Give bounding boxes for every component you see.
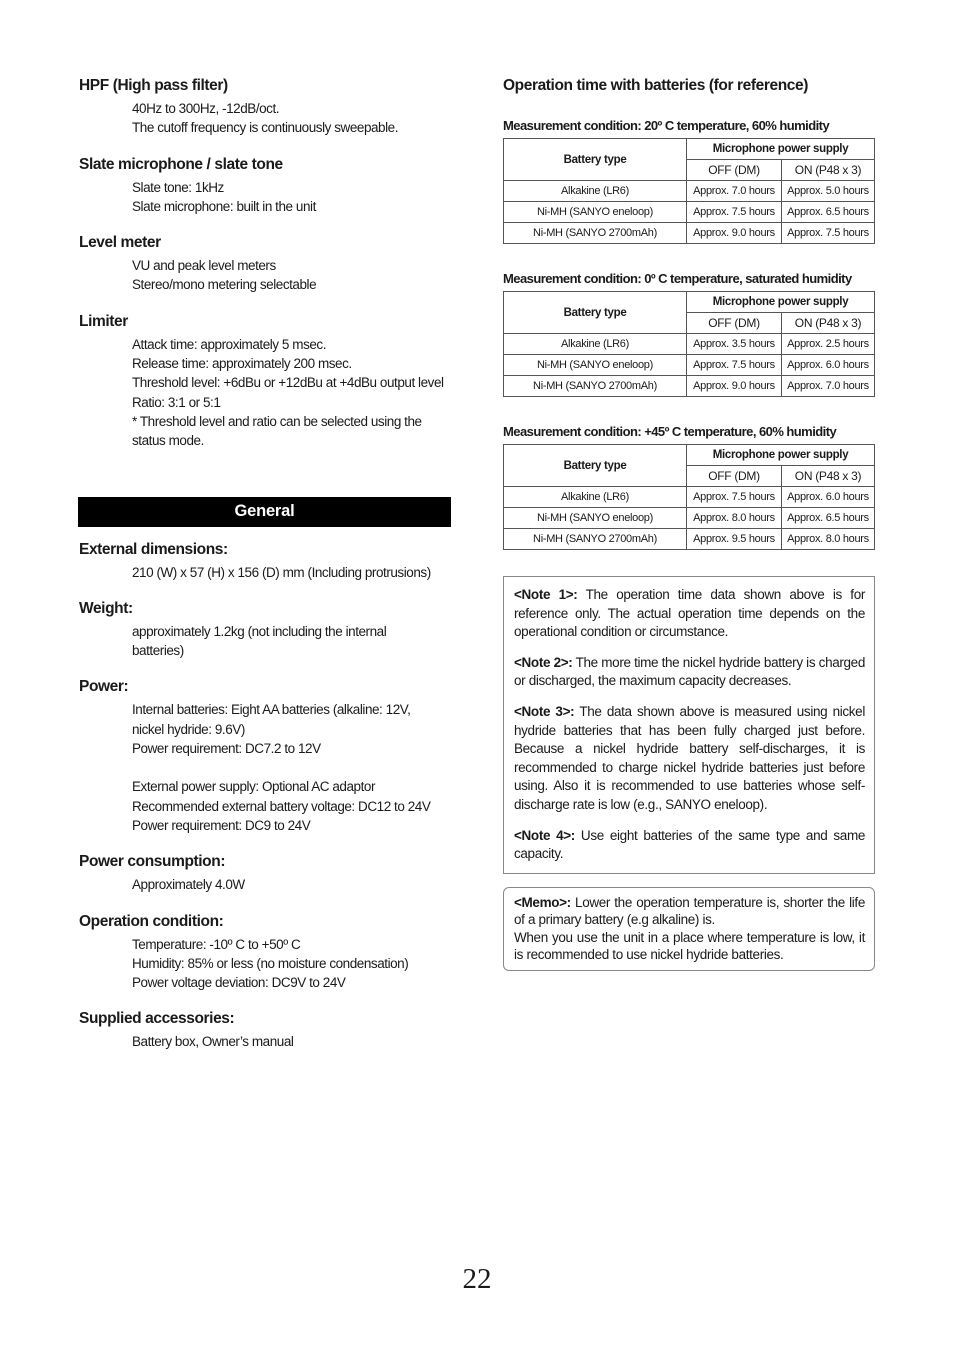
spec-title: Limiter	[79, 312, 128, 330]
cell-battery-type: Alkakine (LR6)	[504, 334, 687, 355]
table-row	[504, 529, 875, 550]
table-row	[504, 334, 875, 355]
cell-on-time: Approx. 8.0 hours	[782, 529, 875, 550]
cell-off-time: Approx. 3.5 hours	[687, 334, 782, 355]
table-row	[504, 355, 875, 376]
spec-block	[79, 233, 453, 295]
notes-box	[503, 576, 875, 874]
spec-title: Operation condition:	[79, 912, 224, 930]
spec-line: Power voltage deviation: DC9V to 24V	[132, 975, 346, 991]
cell-on-time: Approx. 6.5 hours	[782, 202, 875, 223]
header-on: ON (P48 x 3)	[782, 313, 875, 334]
spec-line: batteries)	[132, 643, 184, 659]
note-label: <Note 3>:	[514, 703, 575, 719]
spec-title: External dimensions:	[79, 540, 228, 558]
battery-tables	[503, 117, 875, 550]
spec-line: Stereo/mono metering selectable	[132, 277, 317, 293]
spec-title: HPF (High pass filter)	[79, 77, 228, 94]
cell-on-time: Approx. 6.0 hours	[782, 355, 875, 376]
spec-block	[79, 155, 453, 217]
section-title-general: General	[78, 497, 451, 527]
cell-battery-type: Alkakine (LR6)	[504, 181, 687, 202]
header-mic-power: Microphone power supply	[687, 292, 875, 313]
spec-line: Release time: approximately 200 msec.	[132, 356, 352, 372]
cell-off-time: Approx. 8.0 hours	[687, 508, 782, 529]
spec-line: External power supply: Optional AC adaptor	[132, 779, 375, 795]
spec-lines	[79, 563, 453, 582]
cell-on-time: Approx. 6.0 hours	[782, 487, 875, 508]
cell-battery-type: Ni-MH (SANYO 2700mAh)	[504, 223, 687, 244]
spec-block	[79, 912, 453, 993]
table-header-row	[504, 445, 875, 466]
header-mic-power: Microphone power supply	[687, 139, 875, 160]
spec-line: * Threshold level and ratio can be selected using the	[132, 413, 422, 429]
spec-lines	[79, 875, 453, 894]
spec-line: The cutoff frequency is continuously sweepable.	[132, 120, 399, 136]
spec-block	[79, 76, 453, 138]
table-row	[504, 376, 875, 397]
spec-list-general	[79, 540, 453, 1052]
header-battery-type: Battery type	[504, 139, 687, 181]
note-label: <Note 2>:	[514, 654, 573, 670]
spec-line: 40Hz to 300Hz, -12dB/oct.	[132, 101, 280, 116]
spec-line: VU and peak level meters	[132, 258, 276, 274]
cell-off-time: Approx. 7.5 hours	[687, 355, 782, 376]
spec-lines	[79, 622, 453, 661]
spec-lines	[79, 935, 453, 993]
spec-lines	[79, 700, 453, 835]
cell-on-time: Approx. 7.0 hours	[782, 376, 875, 397]
cell-battery-type: Alkakine (LR6)	[504, 487, 687, 508]
cell-off-time: Approx. 7.0 hours	[687, 181, 782, 202]
cell-battery-type: Ni-MH (SANYO eneloop)	[504, 508, 687, 529]
spec-line: Temperature: -10º C to +50º C	[132, 936, 301, 952]
note-item	[514, 703, 865, 815]
spec-gap	[132, 758, 453, 777]
table-header-row	[504, 139, 875, 160]
memo-box	[503, 887, 875, 971]
battery-table	[503, 444, 875, 550]
header-battery-type: Battery type	[504, 445, 687, 487]
memo-label: <Memo>:	[514, 894, 571, 910]
spec-block	[79, 1009, 453, 1051]
note-text: The operation time data shown above is for reference only. The actual operation time depends on the operational condition or circumstance.	[514, 587, 865, 640]
spec-block	[79, 312, 453, 451]
note-text: Use eight batteries of the same type and same capacity.	[514, 827, 865, 862]
spec-lines	[79, 99, 453, 138]
operation-time-title: Operation time with batteries (for reference)	[503, 77, 808, 94]
spec-line: Ratio: 3:1 or 5:1	[132, 394, 221, 410]
header-battery-type: Battery type	[504, 292, 687, 334]
spec-block	[79, 677, 453, 835]
note-item	[514, 827, 865, 864]
spec-title: Slate microphone / slate tone	[79, 155, 283, 173]
header-off: OFF (DM)	[687, 160, 782, 181]
header-off: OFF (DM)	[687, 466, 782, 487]
spec-title: Power consumption:	[79, 853, 226, 871]
measurement-condition: Measurement condition: +45º C temperature, 60% humidity	[503, 424, 837, 439]
note-item	[514, 654, 865, 691]
measurement-condition: Measurement condition: 20º C temperature, 60% humidity	[503, 118, 830, 133]
spec-line: Battery box, Owner’s manual	[132, 1034, 294, 1050]
spec-block	[79, 599, 453, 661]
spec-title: Level meter	[79, 234, 161, 252]
spec-line: Power requirement: DC7.2 to 12V	[132, 741, 321, 757]
spec-block	[79, 852, 453, 894]
header-mic-power: Microphone power supply	[687, 445, 875, 466]
header-off: OFF (DM)	[687, 313, 782, 334]
cell-on-time: Approx. 7.5 hours	[782, 223, 875, 244]
spec-lines	[79, 178, 453, 217]
spec-line: Threshold level: +6dBu or +12dBu at +4dBu output level	[132, 375, 444, 391]
header-on: ON (P48 x 3)	[782, 466, 875, 487]
measurement-condition: Measurement condition: 0º C temperature, saturated humidity	[503, 271, 852, 286]
note-text: The data shown above is measured using nickel hydride batteries that has been fully charged just before. Because a nickel hydride battery self-discharges, it is recommended to charge nickel hydride batteries just before using. Also it is recommended to use batteries whose self-discharge rate is low (e.g., SANYO eneloop).	[514, 703, 865, 812]
spec-title: Weight:	[79, 599, 133, 617]
spec-title: Power:	[79, 678, 129, 696]
spec-list-top	[79, 76, 453, 451]
table-row	[504, 181, 875, 202]
spec-lines	[79, 1032, 453, 1051]
cell-battery-type: Ni-MH (SANYO 2700mAh)	[504, 529, 687, 550]
spec-line: Slate microphone: built in the unit	[132, 198, 316, 214]
table-row	[504, 223, 875, 244]
spec-line: nickel hydride: 9.6V)	[132, 721, 245, 737]
spec-line: approximately 1.2kg (not including the internal	[132, 623, 387, 639]
spec-line: Slate tone: 1kHz	[132, 179, 224, 195]
cell-battery-type: Ni-MH (SANYO eneloop)	[504, 355, 687, 376]
cell-on-time: Approx. 2.5 hours	[782, 334, 875, 355]
note-item	[514, 586, 865, 642]
note-label: <Note 1>:	[514, 587, 578, 602]
spec-line: Recommended external battery voltage: DC12 to 24V	[132, 798, 431, 814]
spec-line: Humidity: 85% or less (no moisture condensation)	[132, 955, 409, 971]
spec-line: Approximately 4.0W	[132, 877, 245, 893]
spec-line: Power requirement: DC9 to 24V	[132, 817, 311, 833]
battery-table	[503, 291, 875, 397]
cell-off-time: Approx. 9.0 hours	[687, 376, 782, 397]
table-row	[504, 487, 875, 508]
spec-lines	[79, 256, 453, 295]
note-text: The more time the nickel hydride battery is charged or discharged, the maximum capacity decreases.	[514, 654, 866, 689]
cell-off-time: Approx. 7.5 hours	[687, 202, 782, 223]
cell-off-time: Approx. 7.5 hours	[687, 487, 782, 508]
cell-on-time: Approx. 6.5 hours	[782, 508, 875, 529]
battery-table	[503, 138, 875, 244]
memo-text-2: When you use the unit in a place where temperature is low, it is recommended to use nickel hydride batteries.	[514, 929, 865, 963]
cell-battery-type: Ni-MH (SANYO 2700mAh)	[504, 376, 687, 397]
spec-line: status mode.	[132, 433, 204, 449]
table-header-row	[504, 292, 875, 313]
table-row	[504, 508, 875, 529]
spec-line: Internal batteries: Eight AA batteries (alkaline: 12V,	[132, 702, 411, 718]
left-column	[79, 76, 453, 1069]
spec-title: Supplied accessories:	[79, 1010, 235, 1028]
spec-lines	[79, 335, 453, 451]
cell-off-time: Approx. 9.0 hours	[687, 223, 782, 244]
header-on: ON (P48 x 3)	[782, 160, 875, 181]
spec-block	[79, 540, 453, 582]
table-row	[504, 202, 875, 223]
spec-line: Attack time: approximately 5 msec.	[132, 336, 327, 352]
note-label: <Note 4>:	[514, 827, 575, 843]
cell-on-time: Approx. 5.0 hours	[782, 181, 875, 202]
cell-battery-type: Ni-MH (SANYO eneloop)	[504, 202, 687, 223]
page-number: 22	[462, 1263, 492, 1295]
spec-line: 210 (W) x 57 (H) x 156 (D) mm (Including protrusions)	[132, 564, 431, 580]
cell-off-time: Approx. 9.5 hours	[687, 529, 782, 550]
right-column	[503, 76, 875, 971]
memo-text: Lower the operation temperature is, shorter the life of a primary battery (e.g alkaline) is.	[514, 894, 865, 928]
